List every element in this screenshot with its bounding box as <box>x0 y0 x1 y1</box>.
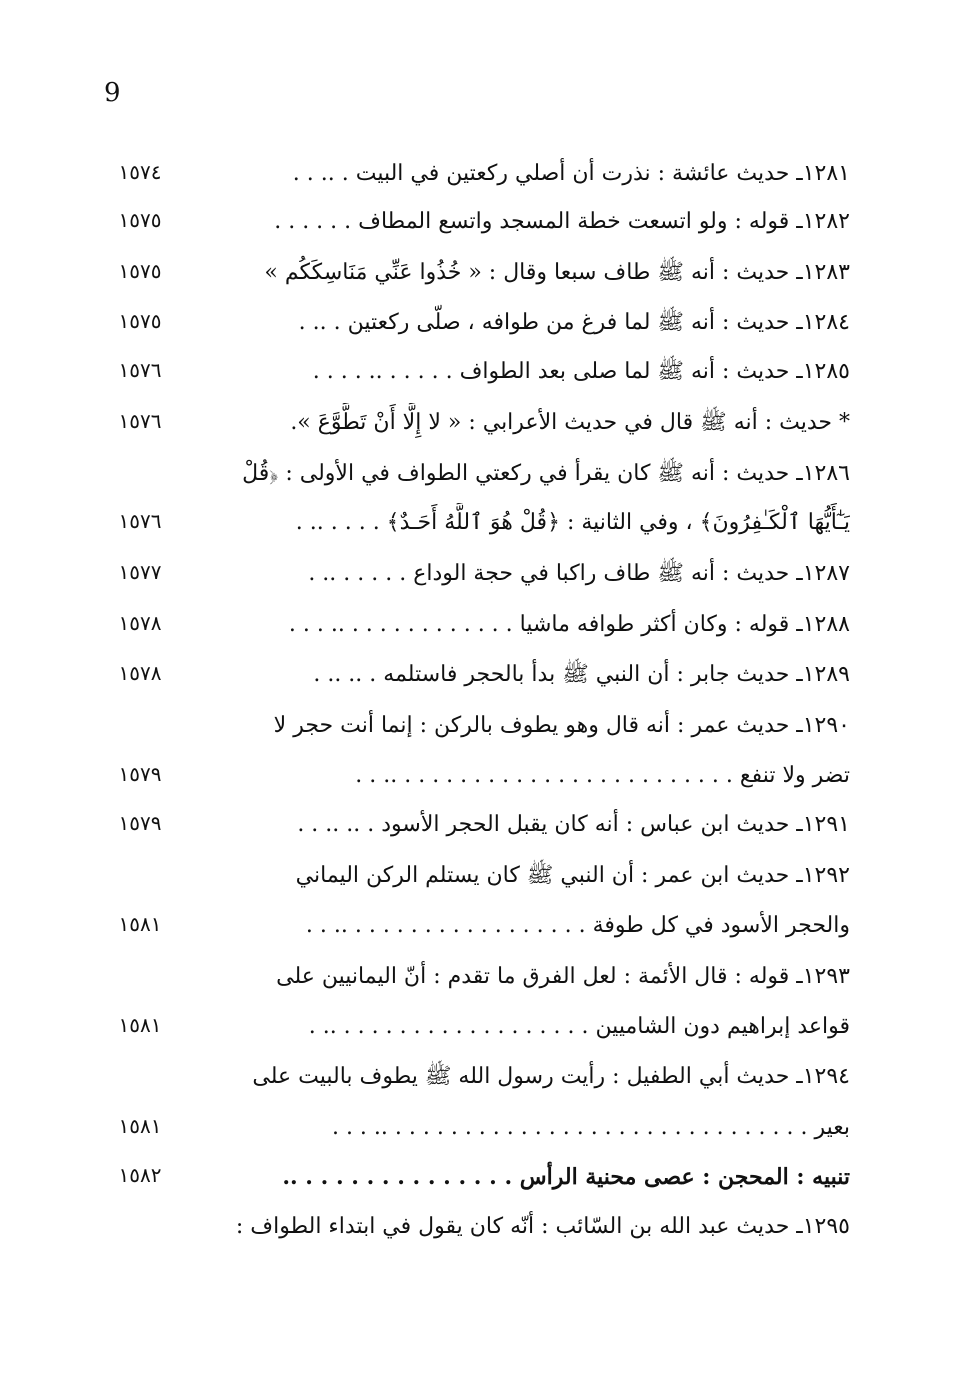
toc-entry-text: ١٢٨١ـ حديث عائشة : نذرت أن أصلي ركعتين في البيت . .. . . <box>292 161 850 186</box>
toc-row <box>0 450 954 498</box>
toc-entry-text: * حديث : أنه ﷺ قال في حديث الأعرابي : « لا إِلَّا أَنْ تَطَّوَّعَ ». <box>290 410 850 435</box>
toc-page-number: ١٥٧٨ <box>118 661 162 685</box>
page-number: 9 <box>104 78 121 108</box>
toc-entry-text: تنبيه : المحجن : عصى محنية الرأس . . . . . . . . . . . . . . .. <box>282 1164 850 1190</box>
toc-row <box>0 198 954 246</box>
toc-row <box>0 299 954 347</box>
toc-page-number: ١٥٨١ <box>118 1114 162 1138</box>
toc-entry-text: ١٢٨٨ـ قوله : وكان أكثر طوافه ماشيا . . . . . . . . . . . . .. . . . <box>288 612 850 637</box>
toc-page-number: ١٥٧٧ <box>118 560 162 584</box>
toc-page-number: ١٥٧٥ <box>118 309 162 333</box>
toc-page-number: ١٥٧٤ <box>118 160 162 184</box>
toc-entry-text: ١٢٩١ـ حديث ابن عباس : أنه كان يقبل الحجر الأسود . .. .. . . <box>297 812 850 837</box>
toc-entry-text: يَـٰٓأَيُّهَا ٱلْكَـٰفِرُونَ﴾ ، وفي الثانية : ﴿قُلْ هُوَ ٱللَّهُ أَحَـدٌ﴾ . . . . .. . <box>295 510 850 535</box>
toc-row <box>0 399 954 447</box>
toc-page-number: ١٥٧٦ <box>118 358 162 382</box>
toc-row <box>0 249 954 297</box>
toc-row <box>0 601 954 649</box>
toc-page-number: ١٥٨١ <box>118 912 162 936</box>
toc-row <box>0 550 954 598</box>
toc-row <box>0 953 954 1001</box>
toc-entry-text: ١٢٨٦ـ حديث : أنه ﷺ كان يقرأ في ركعتي الطواف في الأولى : ﴿قُلْ <box>242 461 850 486</box>
toc-page-number: ١٥٧٩ <box>118 762 162 786</box>
toc-entry-text: ١٢٨٤ـ حديث : أنه ﷺ لما فرغ من طوافه ، صلّى ركعتين . .. . <box>298 310 850 335</box>
toc-entry-text: ١٢٩٥ـ حديث عبد الله بن السّائب : أنّه كان يقول في ابتداء الطواف : <box>235 1214 850 1239</box>
toc-entry-text: قواعد إبراهيم دون الشاميين . . . . . . . . . . . . . . . . . . .. . <box>308 1014 850 1039</box>
toc-row <box>0 348 954 396</box>
toc-page-number: ١٥٧٨ <box>118 611 162 635</box>
toc-page-number: ١٥٨١ <box>118 1013 162 1037</box>
toc-page-number: ١٥٧٥ <box>118 259 162 283</box>
toc-row <box>0 1104 954 1152</box>
toc-entry-text: ١٢٨٩ـ حديث جابر : أن النبي ﷺ بدأ بالحجر فاستلمه . .. .. . <box>313 662 850 687</box>
toc-row <box>0 752 954 800</box>
toc-entry-text: بعير . . . . . . . . . . . . . . . . . . . . . . . . . . . . . . .. . . . <box>331 1115 850 1140</box>
toc-row <box>0 651 954 699</box>
toc-entry-text: ١٢٨٣ـ حديث : أنه ﷺ طاف سبعا وقال : « خُذُوا عَنِّي مَنَاسِكَكُم » <box>264 260 850 285</box>
toc-entry-text: ١٢٩٢ـ حديث ابن عمر : أن النبي ﷺ كان يستلم الركن اليماني <box>295 863 850 888</box>
toc-page-number: ١٥٧٦ <box>118 509 162 533</box>
toc-row <box>0 1003 954 1051</box>
toc-row <box>0 702 954 750</box>
toc-row <box>0 801 954 849</box>
toc-entry-text: ١٢٨٥ـ حديث : أنه ﷺ لما صلى بعد الطواف . . . . . .. . . . . <box>312 359 850 384</box>
toc-page-number: ١٥٧٩ <box>118 811 162 835</box>
toc-entry-text: ١٢٩٣ـ قوله : قال الأئمة : لعل الفرق ما تقدم : أنّ اليمانيين على <box>276 964 850 989</box>
toc-row <box>0 902 954 950</box>
toc-entry-text: ١٢٩٠ـ حديث عمر : أنه قال وهو يطوف بالركن : إنما أنت حجر لا <box>273 713 850 738</box>
toc-entry-text: ١٢٨٢ـ قوله : ولو اتسعت خطة المسجد واتسع المطاف . . . . . . <box>274 209 850 234</box>
toc-page-number: ١٥٨٢ <box>118 1163 162 1187</box>
toc-row <box>0 150 954 198</box>
toc-page-number: ١٥٧٥ <box>118 208 162 232</box>
toc-entry-text: تضر ولا تنفع . . . . . . . . . . . . . . . . . . . . . . . . .. . . <box>355 763 850 788</box>
toc-row <box>0 852 954 900</box>
toc-entry-text: ١٢٩٤ـ حديث أبي الطفيل : رأيت رسول الله ﷺ يطوف بالبيت على <box>252 1064 850 1089</box>
toc-row <box>0 1053 954 1101</box>
toc-row <box>0 499 954 547</box>
toc-page-number: ١٥٧٦ <box>118 409 162 433</box>
toc-entry-text: والحجر الأسود في كل طوفة . . . . . . . . . . . . . . . . . .. . . <box>305 913 850 938</box>
toc-row <box>0 1203 954 1251</box>
toc-entry-text: ١٢٨٧ـ حديث : أنه ﷺ طاف راكبا في حجة الوداع . . . . . .. . <box>308 561 850 586</box>
toc-row <box>0 1153 954 1201</box>
